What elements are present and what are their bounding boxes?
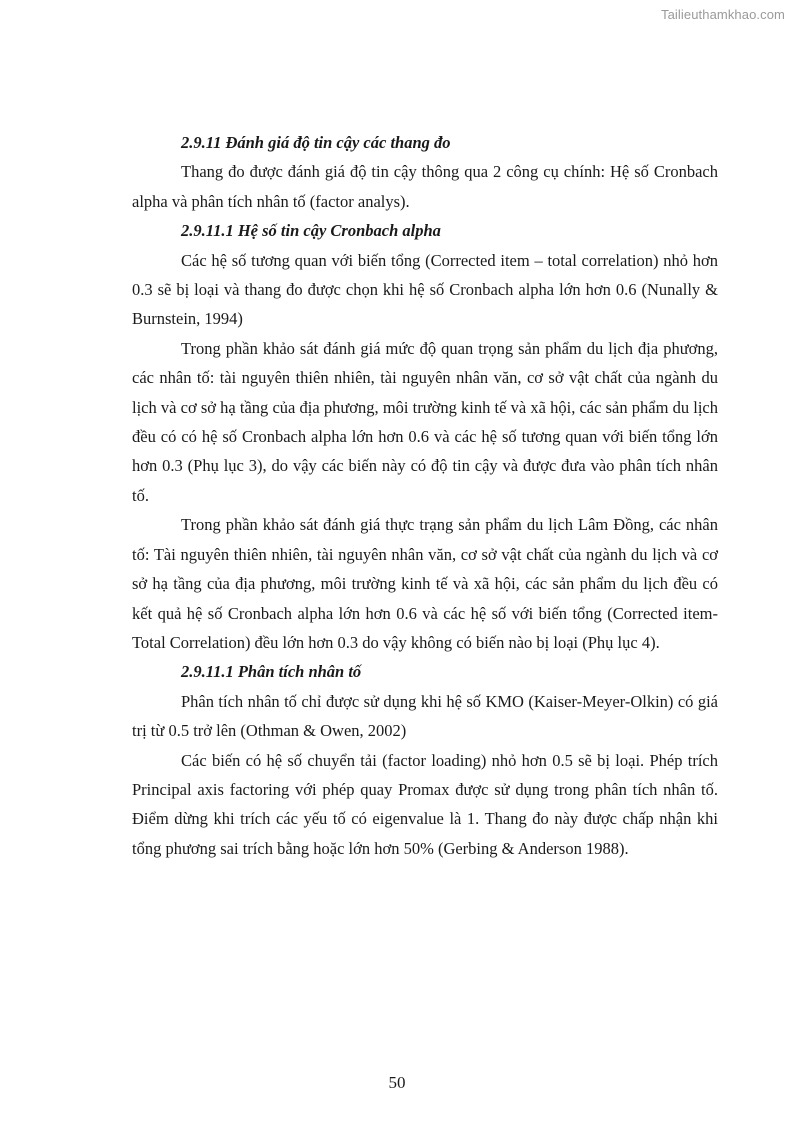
section-heading-cronbach-alpha: 2.9.11.1 Hệ số tin cậy Cronbach alpha [181,221,441,241]
document-body [132,128,718,863]
page-number: 50 [388,1073,406,1092]
paragraph-reliability-intro: Thang đo được đánh giá độ tin cậy thông qua 2 công cụ chính: Hệ số Cronbach alpha và phân tích nhân tố (factor analys). [132,162,718,211]
paragraph-importance-survey: Trong phần khảo sát đánh giá mức độ quan trọng sản phẩm du lịch địa phương, các nhân tố: tài nguyên thiên nhiên, tài nguyên nhân văn, cơ sở vật chất của ngành du lịch và cơ sở hạ tầng của địa phương, môi trường kinh tế và xã hội, các sản phẩm du lịch đều có có hệ số Cronbach alpha lớn hơn 0.6 và các hệ số tương quan với biến tổng lớn hơn 0.3 (Phụ lục 3), do vậy các biến này có độ tin cậy và được đưa vào phân tích nhân tố. [132,338,718,505]
paragraph-item-total-correlation: Các hệ số tương quan với biến tổng (Corrected item – total correlation) nhỏ hơn 0.3 sẽ bị loại và thang đo được chọn khi hệ số Cronbach alpha lớn hơn 0.6 (Nunally & Burnstein, 1994) [132,250,718,329]
watermark: Tailieuthamkhao.com [660,7,785,22]
paragraph-kmo: Phân tích nhân tố chỉ được sử dụng khi hệ số KMO (Kaiser-Meyer-Olkin) có giá trị từ 0.5 trở lên (Othman & Owen, 2002) [132,691,718,741]
section-heading-factor-analysis: 2.9.11.1 Phân tích nhân tố [181,662,362,682]
section-heading-2-9-11: 2.9.11 Đánh giá độ tin cậy các thang đo [181,133,451,152]
paragraph-current-state-survey: Trong phần khảo sát đánh giá thực trạng sản phẩm du lịch Lâm Đồng, các nhân tố: Tài nguyên thiên nhiên, tài nguyên nhân văn, cơ sở vật chất của ngành du lịch và cơ sở hạ tầng của địa phương, môi trường kinh tế và xã hội, các sản phẩm du lịch đều có kết quả hệ số Cronbach alpha lớn hơn 0.6 và các hệ số với biến tổng (Corrected item- Total Correlation) đều lớn hơn 0.3 do vậy không có biến nào bị loại (Phụ lục 4). [132,515,718,652]
paragraph-factor-loading: Các biến có hệ số chuyển tải (factor loading) nhỏ hơn 0.5 sẽ bị loại. Phép trích Principal axis factoring với phép quay Promax được sử dụng trong phân tích nhân tố. Điểm dừng khi trích các yếu tố có eigenvalue là 1. Thang đo này được chấp nhận khi tổng phương sai trích bằng hoặc lớn hơn 50% (Gerbing & Anderson 1988). [132,750,718,858]
